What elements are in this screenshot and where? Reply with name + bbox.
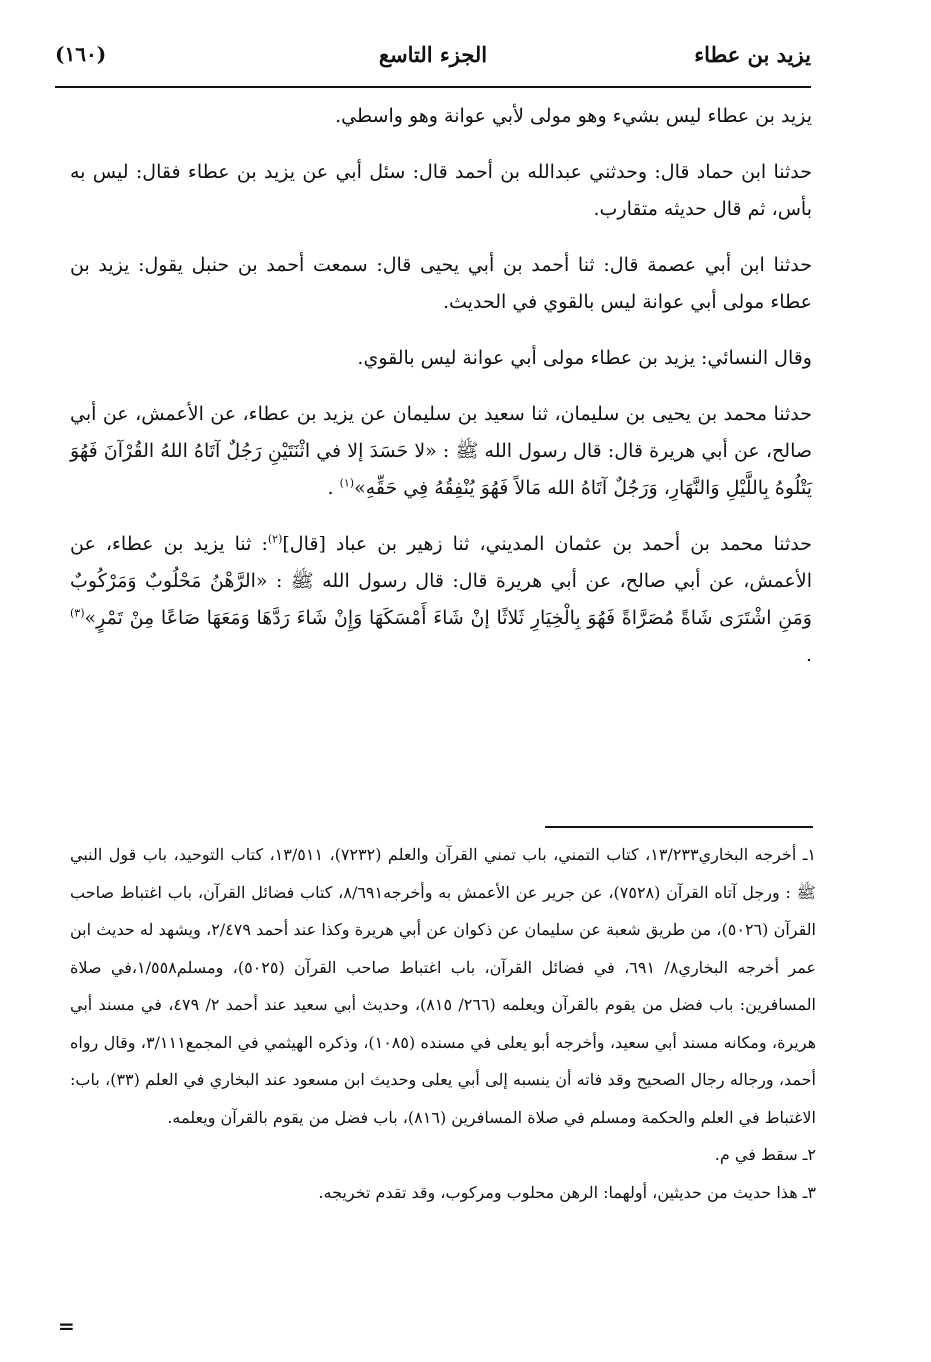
hadith-1-matn: «لا حَسَدَ إلا في اثْنَتَيْنِ رَجُلٌ آتَاهُ اللهُ القُرْآنَ فَهُوَ يَتْلُوهُ بِاللَّيْلِ وَالنَّهَارِ، وَرَجُلٌ آتَاهُ الله مَالاً فَهُوَ يُنْفِقُهُ فِي حَقِّهِ» — [70, 440, 812, 499]
footnote-3: ٣ـ هذا حديث من حديثين، أولهما: الرهن محلوب ومركوب، وقد تقدم تخريجه. — [318, 1182, 816, 1202]
footnote-ref-2[interactable]: (٢) — [267, 532, 283, 546]
hadith-2-matn: «الرَّهْنُ مَحْلُوبٌ وَمَرْكُوبٌ وَمَنِ اشْتَرَى شَاةً مُصَرَّاةً فَهُوَ بِالْخِيَارِ ثَلاثًا إنْ شَاءَ أَمْسَكَهَا وَإِنْ شَاءَ رَدَّهَا وَمَعَهَا صَاعًا مِنْ تَمْرٍ» — [70, 570, 812, 629]
page-number: (١٦٠) — [55, 42, 107, 66]
footnote-2: ٢ـ سقط في م. — [714, 1145, 816, 1164]
page-header — [55, 38, 811, 88]
paragraph-2: حدثنا ابن حماد قال: وحدثني عبدالله بن أحمد قال: سئل أبي عن يزيد بن عطاء فقال: ليس به بأس، ثم قال حديثه متقارب. — [70, 161, 812, 220]
paragraph-1: يزيد بن عطاء ليس بشيء وهو مولى لأبي عوانة وهو واسطي. — [335, 105, 812, 127]
hadith-2-isnad-a: حدثنا محمد بن أحمد بن عثمان المديني، ثنا زهير بن عباد [قال] — [282, 533, 812, 555]
footnote-1: ١ـ أخرجه البخاري١٣/٢٣٣، كتاب التمني، باب تمني القرآن والعلم (٧٢٣٢)، ١٣/٥١١، كتاب التوحيد، باب قول النبي ﷺ : ورجل آتاه القرآن (٧٥٢٨)، عن جرير عن الأعمش به وأخرجه٨/٦٩١، كتاب فضائل القرآن، باب اغتباط صاحب القرآن (٥٠٢٦)، من طريق شعبة عن سليمان عن ذكوان عن أبي هريرة وكذا عند أحمد ٢/٤٧٩، ويشهد له حديث ابن عمر أخرجه البخاري٨/ ٦٩١، في فضائل القرآن، باب اغتباط صاحب القرآن (٥٠٢٥)، ومسلم١/٥٥٨،في صلاة المسافرين: باب فضل من يقوم بالقرآن ويعلمه (٢٦٦/ ٨١٥)، وحديث أبي سعيد عند أحمد ٢/ ٤٧٩، في مسند أبي هريرة، ومكانه مسند أبي سعيد، وأخرجه أبو يعلى في مسنده (١٠٨٥)، وذكره الهيثمي في المجمع٣/١١١، وقال رواه أحمد، ورجاله رجال الصحيح وقد فاته أن ينسبه إلى أبي يعلى وحديث ابن مسعود عند البخاري في العلم (٣٣)، باب: الاغتباط في العلم والحكمة ومسلم في صلاة المسافرين (٨١٦)، باب فضل من يقوم بالقرآن ويعلمه. — [70, 845, 817, 1127]
hadith-1-isnad: حدثنا محمد بن يحيى بن سليمان، ثنا سعيد بن سليمان عن يزيد بن عطاء، عن الأعمش، عن أبي صالح، عن أبي هريرة قال: قال رسول الله ﷺ : — [70, 403, 813, 462]
volume-title: الجزء التاسع — [378, 42, 488, 67]
footnotes — [70, 836, 816, 1211]
footnote-ref-1[interactable]: (١) — [339, 476, 355, 490]
hadith-1 — [70, 396, 812, 507]
hadith-2-isnad-b: : ثنا يزيد بن عطاء، عن الأعمش، عن أبي صالح، عن أبي هريرة قال: قال رسول الله ﷺ : — [70, 533, 812, 592]
edge-mark: = — [58, 1314, 75, 1338]
footnote-divider — [545, 826, 813, 828]
footnote-ref-3[interactable]: (٣) — [70, 606, 85, 620]
main-text — [70, 98, 812, 693]
hadith-2-end: . — [805, 644, 812, 666]
entry-title: يزيد بن عطاء — [694, 42, 811, 67]
paragraph-3: حدثنا ابن أبي عصمة قال: ثنا أحمد بن أبي يحيى قال: سمعت أحمد بن حنبل يقول: يزيد بن عطاء مولى أبي عوانة ليس بالقوي في الحديث. — [70, 254, 812, 313]
paragraph-4: وقال النسائي: يزيد بن عطاء مولى أبي عوانة ليس بالقوي. — [357, 347, 812, 369]
hadith-2 — [70, 526, 812, 674]
hadith-1-end: . — [327, 477, 340, 499]
